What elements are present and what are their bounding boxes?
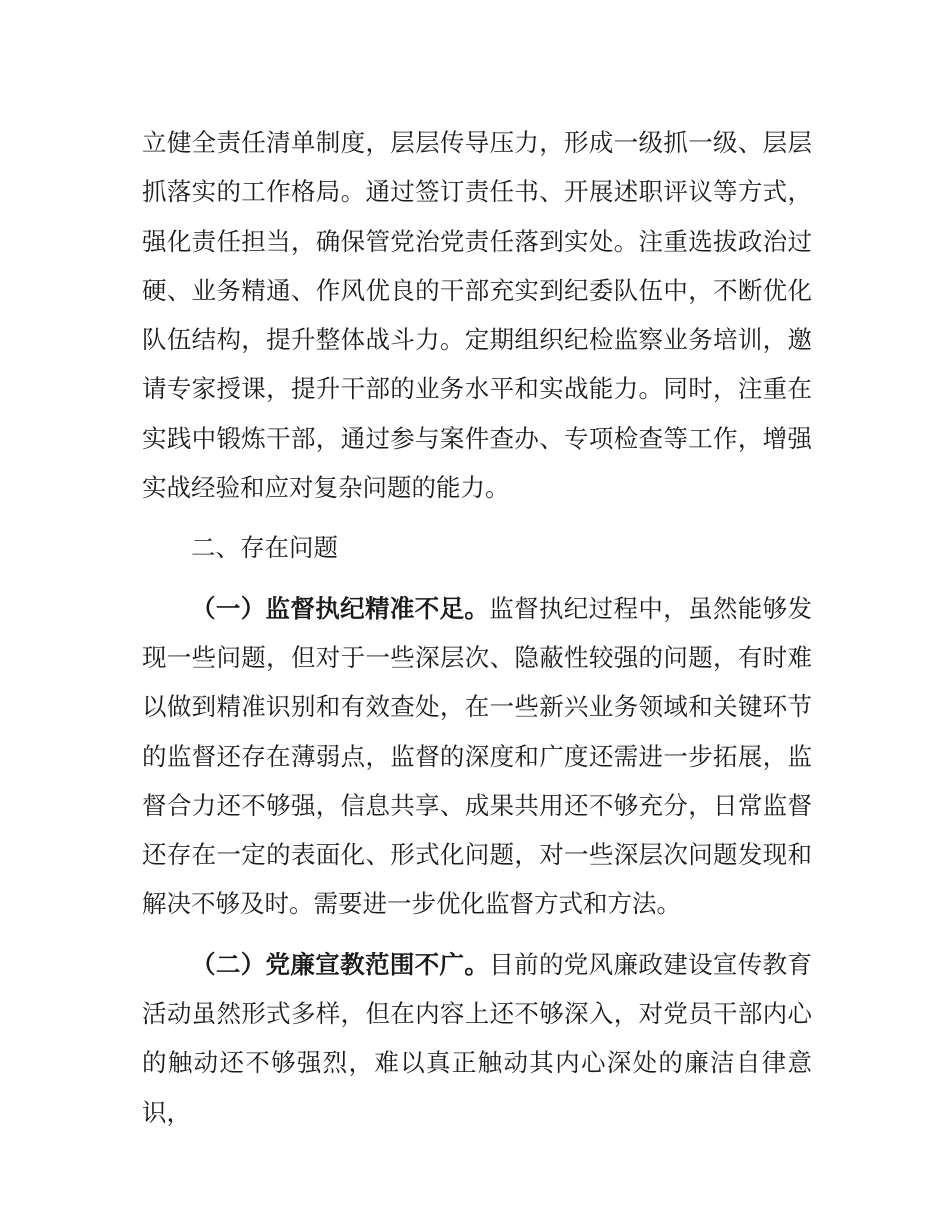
continued-paragraph <box>142 118 812 512</box>
continued-paragraph-text: 立健全责任清单制度，层层传导压力，形成一级抓一级、层层抓落实的工作格局。通过签订责任书、开展述职评议等方式，强化责任担当，确保管党治党责任落到实处。注重选拔政治过硬、业务精通、作风优良的干部充实到纪委队伍中，不断优化队伍结构，提升整体战斗力。定期组织纪检监察业务培训，邀请专家授课，提升干部的业务水平和实战能力。同时，注重在实践中锻炼干部，通过参与案件查办、专项检查等工作，增强实战经验和应对复杂问题的能力。 <box>142 128 812 503</box>
issue-paragraph-2 <box>142 940 812 1137</box>
section-heading <box>142 523 812 572</box>
issue-1-body: 监督执纪过程中，虽然能够发现一些问题，但对于一些深层次、隐蔽性较强的问题，有时难以做到精准识别和有效查处，在一些新兴业务领域和关键环节的监督还存在薄弱点，监督的深度和广度还需进一步拓展，监督合力还不够强，信息共享、成果共用还不够充分，日常监督还存在一定的表面化、形式化问题，对一些深层次问题发现和解决不够及时。需要进一步优化监督方式和方法。 <box>142 593 812 919</box>
issue-1-title: （一）监督执纪精准不足。 <box>191 593 490 623</box>
issue-paragraph-1 <box>142 584 812 929</box>
section-heading-text: 二、存在问题 <box>191 533 338 563</box>
issue-2-body: 目前的党风廉政建设宣传教育活动虽然形式多样，但在内容上还不够深入，对党员干部内心的触动还不够强烈，难以真正触动其内心深处的廉洁自律意识， <box>142 949 812 1127</box>
document-body <box>142 118 812 1137</box>
issue-2-title: （二）党廉宣教范围不广。 <box>191 949 490 979</box>
